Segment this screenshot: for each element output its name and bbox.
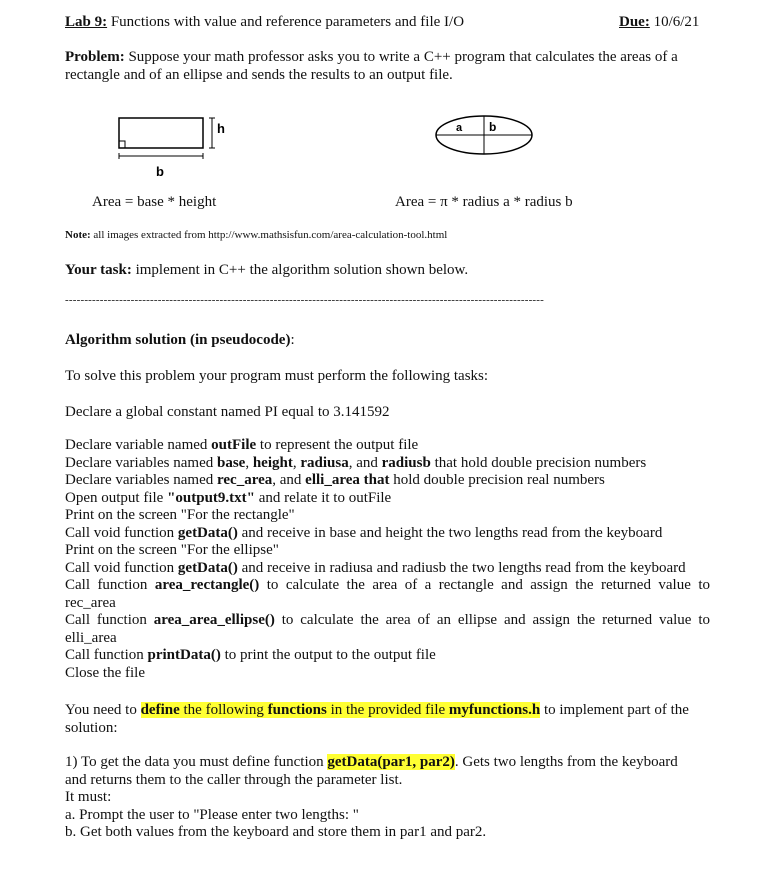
step-open-file: Open output file "output9.txt" and relate it to outFile	[65, 489, 392, 506]
pi-constant-line: Declare a global constant named PI equal to 3.141592	[65, 404, 390, 420]
rect-h-label: h	[217, 121, 225, 136]
due-value: 10/6/21	[653, 14, 700, 30]
note-label: Note:	[65, 229, 91, 241]
getdata-line-1: 1) To get the data you must define function getData(par1, par2). Gets two lengths from the keyboard	[65, 754, 678, 770]
your-task	[65, 262, 468, 279]
algorithm-intro: To solve this problem your program must perform the following tasks:	[65, 368, 489, 384]
step-close-file: Close the file	[65, 664, 145, 681]
problem-line-2: rectangle and of an ellipse and sends the results to an output file.	[65, 67, 453, 83]
step-getdata-ellipse: Call void function getData() and receive in radiusa and radiusb the two lengths read from the keyboard	[65, 559, 686, 576]
rect-b-label: b	[156, 164, 164, 179]
step-area-ellipse: Call function area_area_ellipse() to calculate the area of an ellipse and assign the returned value to	[65, 612, 710, 628]
due-date	[619, 14, 699, 31]
step-area-rectangle-cont: rec_area	[65, 594, 116, 611]
step-area-ellipse-cont: elli_area	[65, 629, 117, 646]
step-outfile: Declare variable named outFile to represent the output file	[65, 437, 419, 453]
step-print-ellipse: Print on the screen "For the ellipse"	[65, 542, 279, 558]
note-text: all images extracted from http://www.mathsisfun.com/area-calculation-tool.html	[93, 229, 448, 241]
step-print-rectangle: Print on the screen "For the rectangle"	[65, 507, 295, 523]
task-label: Your task:	[65, 262, 132, 278]
step-area-rectangle: Call function area_rectangle() to calculate the area of a rectangle and assign the returned value to	[65, 577, 710, 593]
lab-title: Functions with value and reference parameters and file I/O	[110, 14, 465, 30]
problem-label: Problem:	[65, 49, 125, 65]
getdata-section	[65, 754, 678, 842]
step-declare-areas: Declare variables named rec_area, and elli_area that hold double precision real numbers	[65, 472, 605, 488]
problem-line-1: Problem: Suppose your math professor asks you to write a C++ program that calculates the areas of a	[65, 49, 678, 65]
rectangle-shape	[119, 118, 203, 148]
ellipse-figure	[428, 110, 540, 162]
getdata-item-a: a. Prompt the user to "Please enter two lengths: "	[65, 806, 359, 823]
define-functions-line: You need to define the following functions in the provided file myfunctions.h to implement part of the	[65, 702, 689, 718]
lab-label: Lab 9:	[65, 14, 108, 30]
rectangle-area-formula: Area = base * height	[92, 194, 217, 210]
step-print-data: Call function printData() to print the output to the output file	[65, 647, 436, 663]
getdata-line-2: and returns them to the caller through the parameter list.	[65, 771, 403, 788]
ellipse-area-formula: Area = π * radius a * radius b	[395, 194, 573, 210]
note	[65, 229, 447, 241]
due-label: Due:	[619, 14, 650, 30]
step-declare-lengths: Declare variables named base, height, radiusa, and radiusb that hold double precision numbers	[65, 454, 647, 471]
ellipse-b-label: b	[489, 120, 497, 134]
algorithm-heading: Algorithm solution (in pseudocode):	[65, 332, 295, 348]
getdata-must: It must:	[65, 789, 112, 805]
getdata-item-b: b. Get both values from the keyboard and store them in par1 and par2.	[65, 824, 487, 840]
algorithm-steps	[65, 437, 710, 682]
dashed-separator: ----------------------------------------------------------------------------------------------------------------------------	[65, 294, 545, 306]
rectangle-figure	[110, 108, 240, 188]
lab-header	[65, 14, 464, 31]
ellipse-a-label: a	[456, 122, 463, 134]
task-text: implement in C++ the algorithm solution shown below.	[135, 262, 469, 278]
define-functions-line-2: solution:	[65, 720, 118, 736]
step-getdata-rectangle: Call void function getData() and receive in base and height the two lengths read from the keyboard	[65, 524, 663, 541]
